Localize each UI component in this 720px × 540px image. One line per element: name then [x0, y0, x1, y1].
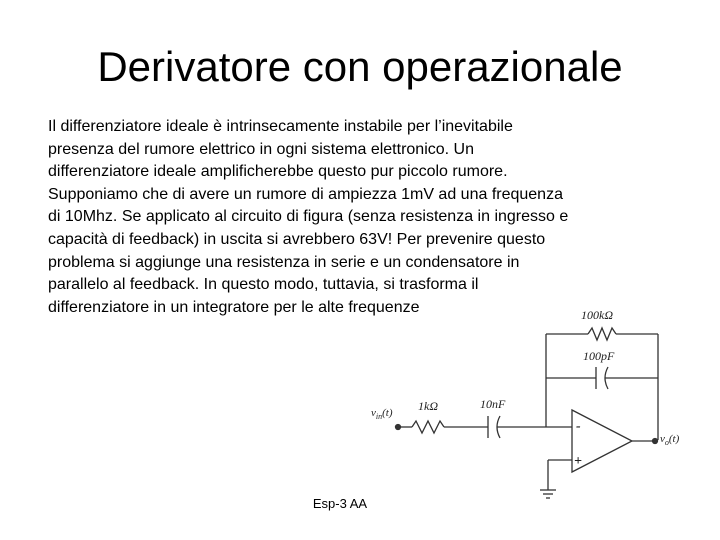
paragraph-line: differenziatore in un integratore per le alte frequenze — [48, 298, 420, 316]
paragraph-line: Supponiamo che di avere un rumore di ampiezza 1mV ad una frequenza — [48, 185, 563, 203]
paragraph-line: differenziatore ideale amplificherebbe questo pur piccolo rumore. — [48, 163, 508, 181]
feedback-resistor — [588, 328, 616, 340]
input-resistor — [412, 421, 444, 433]
input-resistor-label: 1kΩ — [418, 399, 439, 413]
feedback-capacitor-label: 100pF — [583, 349, 615, 363]
slide-title: Derivatore con operazionale — [97, 43, 623, 90]
op-amp-minus-sign: - — [576, 419, 581, 434]
input-capacitor-label: 10nF — [480, 397, 506, 411]
paragraph-line: Il differenziatore ideale è intrinsecamente instabile per l’inevitabile — [48, 118, 513, 135]
op-amp-plus-sign: + — [574, 454, 582, 469]
paragraph-line: presenza del rumore elettrico in ogni sistema elettronico. Un — [48, 140, 474, 158]
input-node — [396, 425, 401, 430]
output-node — [653, 439, 658, 444]
feedback-resistor-label: 100kΩ — [581, 308, 614, 322]
paragraph-line: problema si aggiunge una resistenza in serie e un condensatore in — [48, 253, 520, 271]
paragraph-line: di 10Mhz. Se applicato al circuito di figura (senza resistenza in ingresso e — [48, 208, 569, 226]
paragraph-line: parallelo al feedback. In questo modo, tuttavia, si trasforma il — [48, 276, 479, 294]
vin-label: $v_{in}(t)$ — [371, 407, 393, 421]
slide-footer: Esp-3 AA — [312, 496, 368, 511]
paragraph-line: capacità di feedback) in uscita si avrebbero 63V! Per prevenire questo — [48, 230, 546, 248]
vout-label: $v_o(t)$ — [660, 433, 680, 447]
